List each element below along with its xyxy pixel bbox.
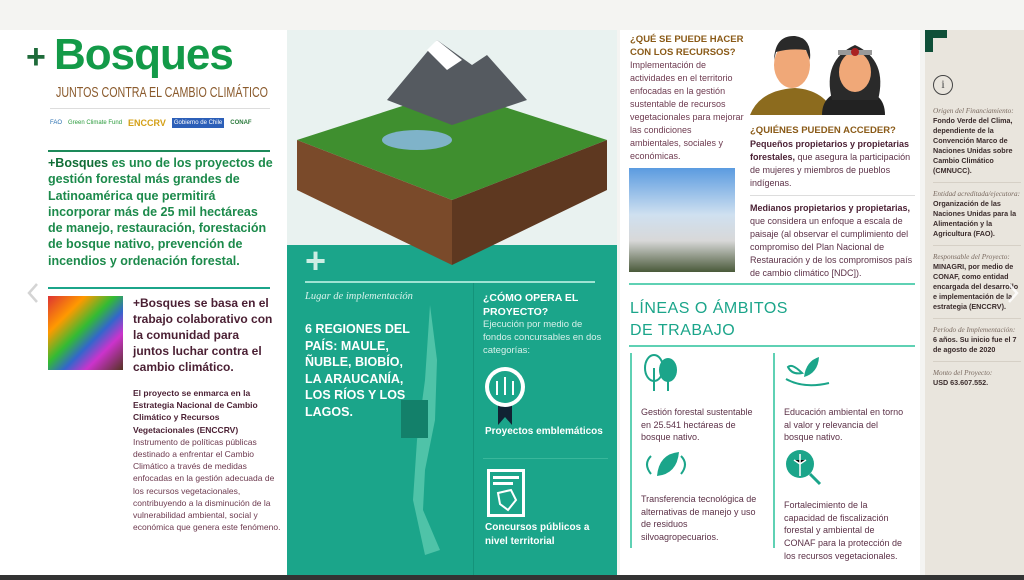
what-text: Implementación de actividades en el territorio enfocadas en la gestión sustentable de recursos vegetacionales para mejorar las condiciones ambientales, sociales y económicas.	[630, 60, 744, 161]
who-title: ¿QUIÉNES PUEDEN ACCEDER?	[750, 125, 896, 136]
tagline	[56, 82, 270, 102]
prev-arrow-icon[interactable]	[26, 282, 40, 304]
fao-logo: FAO	[50, 120, 63, 126]
conaf-logo: CONAF	[230, 120, 252, 126]
divider	[629, 345, 915, 347]
document-map-icon	[486, 468, 526, 518]
recycle-leaf-icon	[641, 448, 691, 480]
divider	[50, 108, 270, 109]
diorama-illustration	[287, 30, 617, 245]
tagline-text: JUNTOS CONTRA EL CAMBIO CLIMÁTICO	[56, 84, 268, 101]
location-label: Lugar de implementación	[305, 291, 413, 302]
location-regions: 6 REGIONES DEL PAÍS: MAULE, ÑUBLE, BIOBÍO, LA ARAUCANÍA, LOS RÍOS Y LOS LAGOS.	[305, 322, 410, 419]
side-item: Monto del Proyecto: USD 63.607.552.	[933, 369, 993, 387]
how-desc: Ejecución por medio de fondos concursables en dos categorías:	[483, 319, 602, 356]
people-illustration	[750, 30, 890, 115]
plus-icon: +	[305, 240, 327, 281]
line-item-text: Fortalecimiento de la capacidad de fiscalización forestal y ambiental de CONAF para la protección de los recursos vegetacionales.	[784, 500, 903, 561]
line-item	[630, 448, 765, 548]
enccrv-logo: ENCCRV	[128, 118, 166, 128]
who-small: Pequeños propietarios y propietarias forestales, que asegura la participación de mujeres y miembros de pueblos indígenas.	[750, 138, 911, 188]
hand-plant-icon	[784, 353, 834, 393]
lines-title: LÍNEAS O ÁMBITOS DE TRABAJO	[630, 300, 788, 339]
divider	[483, 458, 608, 459]
side-item: Período de Implementación: 6 años. Su inicio fue el 7 de agosto de 2020	[933, 319, 1021, 362]
how-title: ¿CÓMO OPERA EL PROYECTO?	[483, 292, 579, 318]
info-icon: i	[933, 75, 953, 95]
enccrv-text: El proyecto se enmarca en la Estrategia Nacional de Cambio Climático y Recursos Vegetacionales (ENCCRV) Instrumento de políticas públicas destinado a enfrentar el Cambio Climático a través de medidas enfocadas en la gestión adecuada de los recursos vegetacionales, contribuyendo a la disminución de la vulnerabilidad ambiental, social y económica que genera este fenómeno.	[133, 388, 281, 533]
divider	[305, 281, 595, 283]
who-column	[750, 125, 920, 280]
trees-icon	[641, 353, 681, 393]
divider	[629, 283, 915, 285]
collab-text: +Bosques se basa en el trabajo colaborativo con la comunidad para juntos luchar contra el cambio climático.	[133, 296, 273, 374]
divider	[48, 150, 270, 152]
award-trees-icon	[483, 365, 528, 425]
forest-photo	[629, 168, 735, 272]
logo-title: Bosques	[54, 30, 233, 79]
divider	[48, 287, 270, 289]
who-medium: Medianos propietarios y propietarias, que considera un enfoque a escala de paisaje (al observar el cumplimiento del compromiso del Plan Nacional de Restauración y de los compromisos país de cambio climático [NDC]).	[750, 202, 913, 278]
divider	[473, 283, 474, 575]
side-item: Entidad acreditada/ejecutora: Organización de las Naciones Unidas para la Alimentación y la Agricultura (FAO).	[933, 183, 1021, 246]
magnifier-tree-icon	[784, 448, 829, 486]
intro-text: +Bosques es uno de los proyectos de gestión forestal más grandes de Latinoamérica que permitirá incorporar más de 25 mil hectáreas de manejo, restauración, forestación de bosque nativo, prevención de incendios y ordenación forestal.	[48, 156, 273, 268]
line-item	[630, 353, 765, 448]
gcf-logo: Green Climate Fund	[68, 120, 123, 126]
gobierno-logo: Gobierno de Chile	[173, 120, 223, 126]
divider	[750, 195, 915, 196]
side-item: Responsable del Proyecto: MINAGRI, por medio de CONAF, como entidad encargada del desarrollo e implementación de la estrategia (ENCCRV).	[933, 246, 1021, 319]
category-concursos: Concursos públicos a nivel territorial	[485, 522, 590, 547]
line-item-text: Educación ambiental en torno al valor y relevancia del bosque nativo.	[784, 407, 904, 443]
line-item	[773, 353, 908, 448]
category-emblematicos: Proyectos emblemáticos	[485, 426, 603, 437]
line-item-text: Transferencia tecnológica de alternativas de manejo y uso de residuos silvoagropecuarios.	[641, 494, 757, 543]
line-item-text: Gestión forestal sustentable en 25.541 hectáreas de bosque nativo.	[641, 407, 753, 443]
partner-logos	[50, 118, 270, 128]
line-item	[773, 448, 908, 561]
corner-mark	[925, 30, 947, 52]
next-arrow-icon[interactable]	[1006, 282, 1020, 304]
logo-plus: +	[26, 38, 46, 76]
community-photo	[48, 296, 123, 370]
left-text-column	[133, 295, 283, 533]
side-item: Origen del Financiamiento: Fondo Verde del Clima, dependiente de la Convención Marco de Naciones Unidas sobre Cambio Climático (CMNUCC).	[933, 100, 1021, 183]
what-title: ¿QUÉ SE PUEDE HACER CON LOS RECURSOS?	[630, 34, 744, 58]
bottom-bar	[0, 575, 1024, 580]
